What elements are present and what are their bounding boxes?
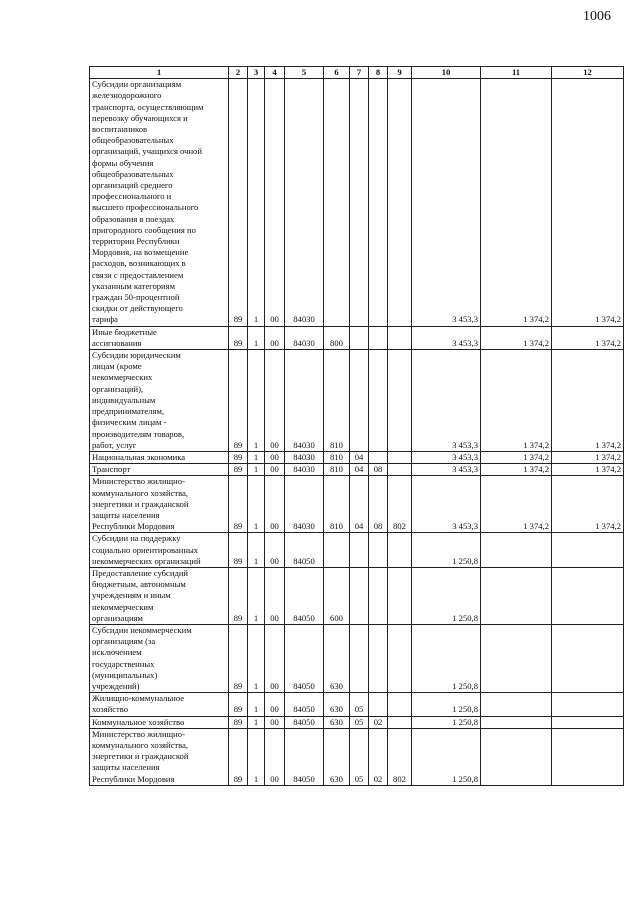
cell-col6: 630 <box>324 693 350 716</box>
cell-col5: 84030 <box>285 476 324 533</box>
cell-col11: 1 374,2 <box>481 464 552 476</box>
cell-col9 <box>388 326 412 349</box>
cell-col10: 1 250,8 <box>412 533 481 568</box>
cell-col8: 08 <box>369 476 388 533</box>
table-row <box>90 350 624 452</box>
row-name: Субсидии на поддержку социально ориентированных некоммерческих организаций <box>90 533 229 568</box>
cell-col3: 1 <box>248 728 265 785</box>
cell-col4: 00 <box>265 464 285 476</box>
cell-col7 <box>350 624 369 692</box>
cell-col7: 04 <box>350 476 369 533</box>
cell-col3: 1 <box>248 464 265 476</box>
cell-col6: 800 <box>324 326 350 349</box>
row-name: Министерство жилищно- коммунального хозяйства, энергетики и гражданской защиты населения Республики Мордовия <box>90 728 229 785</box>
cell-col7: 05 <box>350 693 369 716</box>
cell-col3: 1 <box>248 716 265 728</box>
cell-col9 <box>388 350 412 452</box>
cell-col7: 05 <box>350 716 369 728</box>
row-name: Транспорт <box>90 464 229 476</box>
cell-col4: 00 <box>265 533 285 568</box>
cell-col10: 1 250,8 <box>412 567 481 624</box>
cell-col4: 00 <box>265 476 285 533</box>
cell-col3: 1 <box>248 326 265 349</box>
cell-col2: 89 <box>229 716 248 728</box>
table-row <box>90 326 624 349</box>
cell-col7 <box>350 567 369 624</box>
cell-col5: 84030 <box>285 326 324 349</box>
header-cell: 11 <box>481 67 552 79</box>
cell-col4: 00 <box>265 716 285 728</box>
header-cell: 2 <box>229 67 248 79</box>
cell-col6: 810 <box>324 350 350 452</box>
cell-col6 <box>324 533 350 568</box>
row-name: Коммунальное хозяйство <box>90 716 229 728</box>
cell-col12 <box>552 693 624 716</box>
cell-col4: 00 <box>265 693 285 716</box>
cell-col8: 08 <box>369 464 388 476</box>
cell-col3: 1 <box>248 476 265 533</box>
cell-col7: 05 <box>350 728 369 785</box>
row-name: Субсидии некоммерческим организациям (за исключением государственных (муниципальных) учреждений) <box>90 624 229 692</box>
cell-col11: 1 374,2 <box>481 326 552 349</box>
header-cell: 12 <box>552 67 624 79</box>
cell-col11: 1 374,2 <box>481 451 552 463</box>
cell-col10: 1 250,8 <box>412 728 481 785</box>
table-row <box>90 476 624 533</box>
cell-col11: 1 374,2 <box>481 350 552 452</box>
table-row <box>90 624 624 692</box>
table-row <box>90 464 624 476</box>
cell-col7 <box>350 350 369 452</box>
cell-col4: 00 <box>265 624 285 692</box>
cell-col2: 89 <box>229 533 248 568</box>
cell-col2: 89 <box>229 464 248 476</box>
cell-col8 <box>369 79 388 326</box>
cell-col3: 1 <box>248 624 265 692</box>
cell-col9 <box>388 451 412 463</box>
cell-col5: 84030 <box>285 464 324 476</box>
cell-col11 <box>481 624 552 692</box>
cell-col12 <box>552 624 624 692</box>
cell-col10: 1 250,8 <box>412 624 481 692</box>
row-name: Министерство жилищно- коммунального хозяйства, энергетики и гражданской защиты населения Республики Мордовия <box>90 476 229 533</box>
budget-table <box>89 66 624 786</box>
cell-col3: 1 <box>248 79 265 326</box>
cell-col2: 89 <box>229 728 248 785</box>
cell-col9 <box>388 567 412 624</box>
row-name: Субсидии организациям железнодорожного транспорта, осуществляющим перевозку обучающихся и воспитанников общеобразовательных организаций, учащихся очной формы обучения общеобразовательных организаций среднего профессионального и высшего профессионального образования в поездах пригородного сообщения по территории Республики Мордовия, на возмещение расходов, возникающих в связи с предоставлением указанным категориям граждан 50-процентной скидки от действующего тарифа <box>90 79 229 326</box>
cell-col7 <box>350 326 369 349</box>
cell-col5: 84050 <box>285 567 324 624</box>
cell-col2: 89 <box>229 79 248 326</box>
cell-col12: 1 374,2 <box>552 451 624 463</box>
cell-col8 <box>369 693 388 716</box>
cell-col11 <box>481 716 552 728</box>
cell-col6: 600 <box>324 567 350 624</box>
header-cell: 6 <box>324 67 350 79</box>
header-row <box>90 67 624 79</box>
cell-col8 <box>369 350 388 452</box>
cell-col10: 3 453,3 <box>412 326 481 349</box>
cell-col12: 1 374,2 <box>552 464 624 476</box>
cell-col3: 1 <box>248 533 265 568</box>
cell-col9: 802 <box>388 476 412 533</box>
cell-col5: 84050 <box>285 716 324 728</box>
cell-col10: 3 453,3 <box>412 451 481 463</box>
row-name: Жилищно-коммунальное хозяйство <box>90 693 229 716</box>
cell-col7: 04 <box>350 464 369 476</box>
cell-col11 <box>481 693 552 716</box>
cell-col2: 89 <box>229 624 248 692</box>
cell-col5: 84030 <box>285 79 324 326</box>
cell-col12: 1 374,2 <box>552 326 624 349</box>
cell-col4: 00 <box>265 79 285 326</box>
cell-col8 <box>369 326 388 349</box>
header-cell: 5 <box>285 67 324 79</box>
cell-col2: 89 <box>229 567 248 624</box>
cell-col7 <box>350 79 369 326</box>
cell-col2: 89 <box>229 476 248 533</box>
cell-col2: 89 <box>229 693 248 716</box>
cell-col8: 02 <box>369 716 388 728</box>
header-cell: 1 <box>90 67 229 79</box>
cell-col12: 1 374,2 <box>552 350 624 452</box>
cell-col9 <box>388 533 412 568</box>
cell-col5: 84050 <box>285 693 324 716</box>
cell-col8 <box>369 624 388 692</box>
cell-col4: 00 <box>265 567 285 624</box>
header-cell: 7 <box>350 67 369 79</box>
cell-col10: 3 453,3 <box>412 476 481 533</box>
header-cell: 4 <box>265 67 285 79</box>
cell-col10: 1 250,8 <box>412 693 481 716</box>
cell-col9 <box>388 693 412 716</box>
row-name: Иные бюджетные ассигнования <box>90 326 229 349</box>
table-row <box>90 451 624 463</box>
header-cell: 3 <box>248 67 265 79</box>
cell-col10: 1 250,8 <box>412 716 481 728</box>
cell-col12 <box>552 567 624 624</box>
cell-col6: 810 <box>324 476 350 533</box>
row-name: Предоставление субсидий бюджетным, автономным учреждениям и иным некоммерческим организациям <box>90 567 229 624</box>
cell-col12 <box>552 716 624 728</box>
cell-col10: 3 453,3 <box>412 464 481 476</box>
cell-col11: 1 374,2 <box>481 476 552 533</box>
cell-col4: 00 <box>265 326 285 349</box>
cell-col8: 02 <box>369 728 388 785</box>
cell-col11 <box>481 533 552 568</box>
table-row <box>90 716 624 728</box>
cell-col8 <box>369 567 388 624</box>
table-row <box>90 728 624 785</box>
cell-col2: 89 <box>229 326 248 349</box>
cell-col3: 1 <box>248 693 265 716</box>
cell-col7: 04 <box>350 451 369 463</box>
cell-col6: 810 <box>324 464 350 476</box>
cell-col12: 1 374,2 <box>552 79 624 326</box>
cell-col9 <box>388 464 412 476</box>
cell-col5: 84030 <box>285 350 324 452</box>
cell-col6: 630 <box>324 728 350 785</box>
cell-col9 <box>388 624 412 692</box>
cell-col10: 3 453,3 <box>412 350 481 452</box>
cell-col6: 630 <box>324 716 350 728</box>
cell-col3: 1 <box>248 451 265 463</box>
row-name: Национальная экономика <box>90 451 229 463</box>
cell-col2: 89 <box>229 451 248 463</box>
table-row <box>90 567 624 624</box>
cell-col10: 3 453,3 <box>412 79 481 326</box>
cell-col9: 802 <box>388 728 412 785</box>
table-row <box>90 693 624 716</box>
cell-col9 <box>388 716 412 728</box>
cell-col12: 1 374,2 <box>552 476 624 533</box>
cell-col11 <box>481 728 552 785</box>
cell-col4: 00 <box>265 350 285 452</box>
row-name: Субсидии юридическим лицам (кроме некоммерческих организаций), индивидуальным предпринимателям, физическим лицам - производителям товаров, работ, услуг <box>90 350 229 452</box>
header-cell: 8 <box>369 67 388 79</box>
cell-col8 <box>369 451 388 463</box>
table-row <box>90 79 624 326</box>
cell-col11 <box>481 567 552 624</box>
cell-col3: 1 <box>248 350 265 452</box>
cell-col12 <box>552 728 624 785</box>
cell-col6: 810 <box>324 451 350 463</box>
cell-col6: 630 <box>324 624 350 692</box>
cell-col6 <box>324 79 350 326</box>
cell-col8 <box>369 533 388 568</box>
header-cell: 10 <box>412 67 481 79</box>
cell-col5: 84050 <box>285 533 324 568</box>
cell-col5: 84030 <box>285 451 324 463</box>
cell-col4: 00 <box>265 728 285 785</box>
page-number: 1006 <box>583 9 611 24</box>
cell-col7 <box>350 533 369 568</box>
cell-col3: 1 <box>248 567 265 624</box>
cell-col12 <box>552 533 624 568</box>
cell-col5: 84050 <box>285 728 324 785</box>
cell-col2: 89 <box>229 350 248 452</box>
cell-col11: 1 374,2 <box>481 79 552 326</box>
cell-col5: 84050 <box>285 624 324 692</box>
header-cell: 9 <box>388 67 412 79</box>
cell-col9 <box>388 79 412 326</box>
cell-col4: 00 <box>265 451 285 463</box>
table-row <box>90 533 624 568</box>
